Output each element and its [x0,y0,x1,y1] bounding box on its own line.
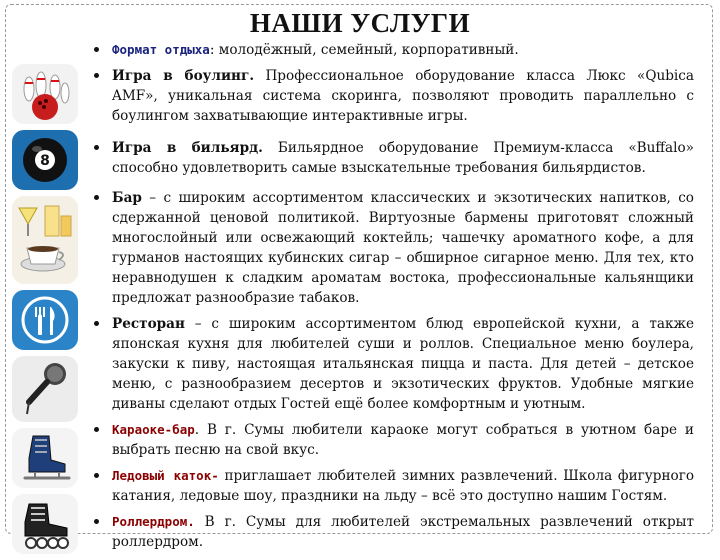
billiard-ball-icon [12,130,78,190]
microphone-icon [12,356,78,422]
drinks-icon [12,196,78,284]
list-item [92,40,694,60]
list-item [92,466,694,506]
ice-skate-icon [12,428,78,488]
item-label: Ледовый каток- [112,468,219,483]
item-label: Бар [112,190,142,206]
item-text: Бильярдное оборудование Премиум-класса «Buffalo» способно удовлетворить самые взыскательные требования бильярдистов. [112,140,694,176]
list-item [92,138,694,178]
list-item [92,188,694,308]
bowling-icon [12,64,78,124]
item-text: – с широким ассортиментом блюд европейской кухни, а также японская кухня для любителей суши и роллов. Специальное меню боулера, закуски к пиву, настоящая итальянская пицца и паста. Для детей – детское меню, с разнообразием десертов и экзотических фруктов. Удобные мягкие диваны сделают отдых Гостей ещё более комфортным и уютным. [112,316,694,412]
item-label: Роллердром. [112,514,195,529]
services-list [92,40,694,556]
item-label: Игра в боулинг. [112,68,255,84]
item-label: Игра в бильярд. [112,140,263,156]
item-text: Профессиональное оборудование класса Люкс «Qubica AMF», уникальная система скоринга, позволяют проводить параллельно с боулингом захватывающие интерактивные игры. [112,68,694,124]
list-item [92,66,694,126]
item-text: – с широким ассортиментом классических и экзотических напитков, со сдержанной ценовой политикой. Виртуозные бармены приготовят сложный многослойный или освежающий коктейль; чашечку ароматного кофе, а для гурманов настоящих кубинских сигар – обширное сигарное меню. Для тех, кто неравнодушен к сладким ароматам востока, профессиональные кальянщики предложат разнообразие табаков. [112,190,694,306]
item-label: Формат отдыха [112,42,210,57]
restaurant-icon [12,290,78,350]
item-label: Ресторан [112,316,185,332]
item-text: молодёжный, семейный, корпоративный. [214,42,519,58]
item-text: В г. Сумы для любителей экстремальных развлечений открыт роллердром. [112,514,694,550]
icon-column [12,64,84,560]
list-item [92,314,694,414]
item-text: В г. Сумы любители караоке могут собраться в уютном баре и выбрать песню на свой вкус. [112,422,694,458]
item-label: Караоке-бар [112,422,195,437]
roller-skate-icon [12,494,78,554]
page-title: НАШИ УСЛУГИ [249,8,471,38]
item-sep: . [194,422,200,438]
item-text: приглашает любителей зимних развлечений. Школа фигурного катания, ледовые шоу, праздники на льду – всё это доступно нашим Гостям. [112,468,695,504]
item-sep: : [209,42,215,58]
svg-text:8: 8 [40,153,50,169]
list-item [92,512,694,552]
list-item [92,420,694,460]
